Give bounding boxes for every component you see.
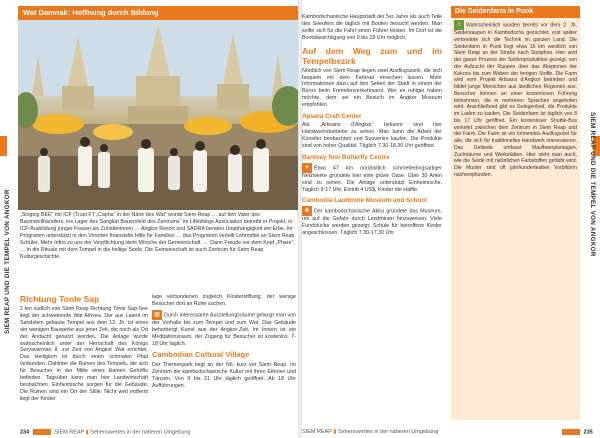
silk-farm-title: Die Seidenfarm in Puok — [451, 6, 580, 18]
right-side-label: SIEM REAP UND DIE TEMPEL VON ANGKOR — [589, 112, 596, 257]
wat-damnak-photo — [18, 6, 298, 210]
left-footer-bar — [33, 429, 51, 435]
left-footer-separator-icon: ▮ — [85, 429, 89, 435]
photo-title-banner: Wat Damnak: Hoffnung durch Bildung — [18, 6, 298, 20]
farm-icon: ⌂ — [454, 20, 464, 30]
text-cultural-village: Der Themenpark liegt an der N6, kurz vor Siem Reap. Im Zentrum die kambodschanische Kultur mit ihren Ethnien und Tänzen. Von 9 bis 21 Uhr täglich geöffnet. Ab 18 Uhr Aufführungen. — [152, 362, 296, 390]
left-side-label: SIEM REAP UND DIE TEMPEL VON ANGKOR — [4, 189, 11, 334]
left-column-2 — [152, 294, 296, 390]
left-column-1 — [20, 294, 148, 403]
text-landmine: Der kambodschanische Akira gründete das Museum, um auf die Gefahr durch Landminen hinzuweisen. Viele Fundstücke werden gezeigt. Schule für betroffene Kinder angeschlossen. Täglich 7.30-17.30 Uhr. — [302, 208, 442, 237]
heading-tempelbezirk: Auf dem Weg zum und im Tempelbezirk — [302, 45, 442, 66]
right-column-1 — [302, 14, 442, 237]
butterfly-icon: ✦ — [302, 163, 312, 173]
subheading-landmine: Cambodia Landmine Museum and School — [302, 197, 427, 205]
left-footer-brand: SIEM REAP — [54, 429, 85, 435]
right-footer-text: Sehenswertes in der näheren Umgebung — [337, 429, 439, 435]
subheading-apsara: Apsara Craft Center — [302, 113, 362, 121]
heading-cultural-village: Cambodian Cultural Village — [152, 350, 250, 360]
text-tempelbezirk: Nördlich von Siem Reap liegen zwei Ausflugsziele, die sich bequem mit dem Fahrrad erreichen lassen. Mehr Informationen dazu auf den Seiten der Stadt in einem der Büros beim Fremdenverkehrsamt. Wer es ruhiger haben möchte, dem sei ein Besuch im Angkor Museum empfohlen. — [302, 67, 442, 109]
right-footer-number-wrap — [560, 429, 593, 435]
left-footer — [20, 429, 191, 435]
landmine-icon: ✚ — [302, 206, 312, 216]
text-apsara: Als „Artisans d'Angkor“ bekannt sind hier Handwerksbetriebe zu sehen. Man kann die Arbeit der Künstler beobachten und Souvenirs kaufen. Die Produkte sind von hoher Qualität. Täglich 7.30-18.30 Uhr geöffnet. — [302, 122, 442, 149]
temple-scene-illustration — [18, 6, 298, 210]
text-left-col2-intro: lage verbundenen zugleich Klosterstiftung, der wenige Besucher dort an Ruhe suchen. — [152, 294, 296, 307]
silk-farm-box — [451, 6, 580, 420]
silk-farm-text: Wahrscheinlich wurden bereits vor dem 2. Jh. Seidenraupen in Kambodscha gezüchtet, erst später verbreitete sich die Technik im ganzen Land. Die Seidenfarm in Puok liegt etwa 16 km westlich von Siem Reap an der Straße nach Sisophon. Hier wird der ganze Prozess der Seidenproduktion gezeigt, von der Aufzucht der Raupen über das Abspinnen der Kokons bis zum Weben der fertigen Stoffe. Die Farm wird vom Projekt Artisans d'Angkor betrieben und bildet junge Menschen aus ländlichen Regionen aus. Besucher können an einer kostenlosen Führung teilnehmen, die in mehreren Sprachen angeboten wird. Anschließend gibt es Gelegenheit, die Produkte im Laden zu kaufen. Die Seidenfarm ist täglich von 8 bis 17 Uhr geöffnet. Ein kostenloser Shuttle-Bus verkehrt zwischen dem Zentrum in Siem Reap und der Farm. Die Farm ist ein lohnendes Ausflugsziel für alle, die sich für traditionelles Handwerk interessieren. Das Gelände umfasst Maulbeerplantagen, Zuchträume und Werkstätten. Hier sieht man auch, wie die Seide mit natürlichen Farbstoffen gefärbt wird. Die Muster sind oft jahrhundertealten Vorbildern nachempfunden. — [454, 22, 577, 178]
photo-caption: „Singing BEE“ mit ICF (Trust FT „Capha“ in der Nähe des Wat“ wurde Siem Reap … auf den Vater des Baumwollhändlers, ins Lager des Sangkat Bauersfeld des Zentrums“ im Lifelsbirge Association betreibt et Projekt, in ICF-Ausbildung junger Frauen als Zuhälterinnen … Angkor Resort und SADRA beraten Unabhängigkeit am Erbe. Ihr Programm unterstützt in den Vororten finanzielle Hilfe für Familien … das Programm verteilt Lehrmittel an Siem Reap Schüler. Mehr Infos zu uns der Verpflichtung steht Mönche der Gemeinschaft. … Dann Freude vor dem Kopf „Phare“, … in die Rituale mit dem Tempel in die heilige Seele. Die Gemeinschaft ist auch Zentrum für Siem Reap Kulturgeschichte. — [20, 212, 295, 260]
silk-farm-text-container — [451, 18, 580, 181]
right-footer-bar — [562, 429, 580, 435]
right-footer-brand: SIEM REAP — [302, 429, 332, 435]
left-footer-text: Sehenswertes in der näheren Umgebung — [90, 429, 191, 435]
heading-tonle-sap: Richtung Tonle Sap — [20, 294, 100, 304]
right-footer — [302, 429, 438, 435]
right-page-number: 235 — [583, 429, 593, 435]
text-butterfly: Etwa 47 km nordöstlich schmetterlingsartiger Netzwerke gründete hier eine grüne Oase. Über 30 Arten sind zu sehen. Die Anlage unterstützt Einheimische. Täglich 9-17 Uhr, Eintritt 4 US$, Kinder die Hälfte. — [302, 165, 442, 193]
museum-block — [152, 310, 296, 348]
left-section-marker — [0, 136, 7, 156]
subheading-butterfly: Banteay Srei Butterfly Centre — [302, 153, 390, 161]
text-tonle-sap: 2 km südlich von Siem Reap Richtung Tonle Sap-See liegt der schwebende Wat Athvea. Der aus Laterit im Sandstein gebaute Tempel aus dem 12. Jh. ist eines der wenigen Bauwerke aus jener Zeit, die noch als Ort der Andacht genutzt werden. Die Anlage wurde wahrscheinlich unter der Herrschaft des Königs Suryavarman II. zur Zeit von Angkor Wat errichtet. Das Heiligtum ist durch einen schmalen Pfad verbunden. Dahinter die Ruinen des Tempels, die sich für Besucher in der Mitte eines kleinen Gehöfts befinden. Tagsüber kann man hier Landwirtschaft beobachten. Einheimische sorgen für die Gebäude. Die Ruinen sind ein Ort der Stille. Nicht weit entfernt liegt der Kinder — [20, 306, 148, 402]
text-museum-block: Durch interessante Ausstellungsräume gelangt man von der Vorhalle bis zum Tempel und zum Wat. Das Gebäude beherbergt Kunst aus der Angkor-Zeit. Im Innern ist ein Meditationsraum, der Zugang für Besucher ist kostenlos. 7-18 Uhr täglich. — [152, 312, 296, 347]
right-footer-separator-icon: ▮ — [333, 429, 337, 435]
left-page-number: 234 — [20, 429, 30, 435]
text-right-intro: Kambodschanische Hauptstadt der 5er Jahre als auch Teile des Seeufers die täglich mit Booten besucht werden. Man sollte sich für die Fahrt einen Führer leisten. Im Dorf ist die Bootsbesichtigung von 9 bis 18 Uhr möglich. — [302, 14, 442, 41]
museum-icon: ▦ — [152, 310, 162, 320]
